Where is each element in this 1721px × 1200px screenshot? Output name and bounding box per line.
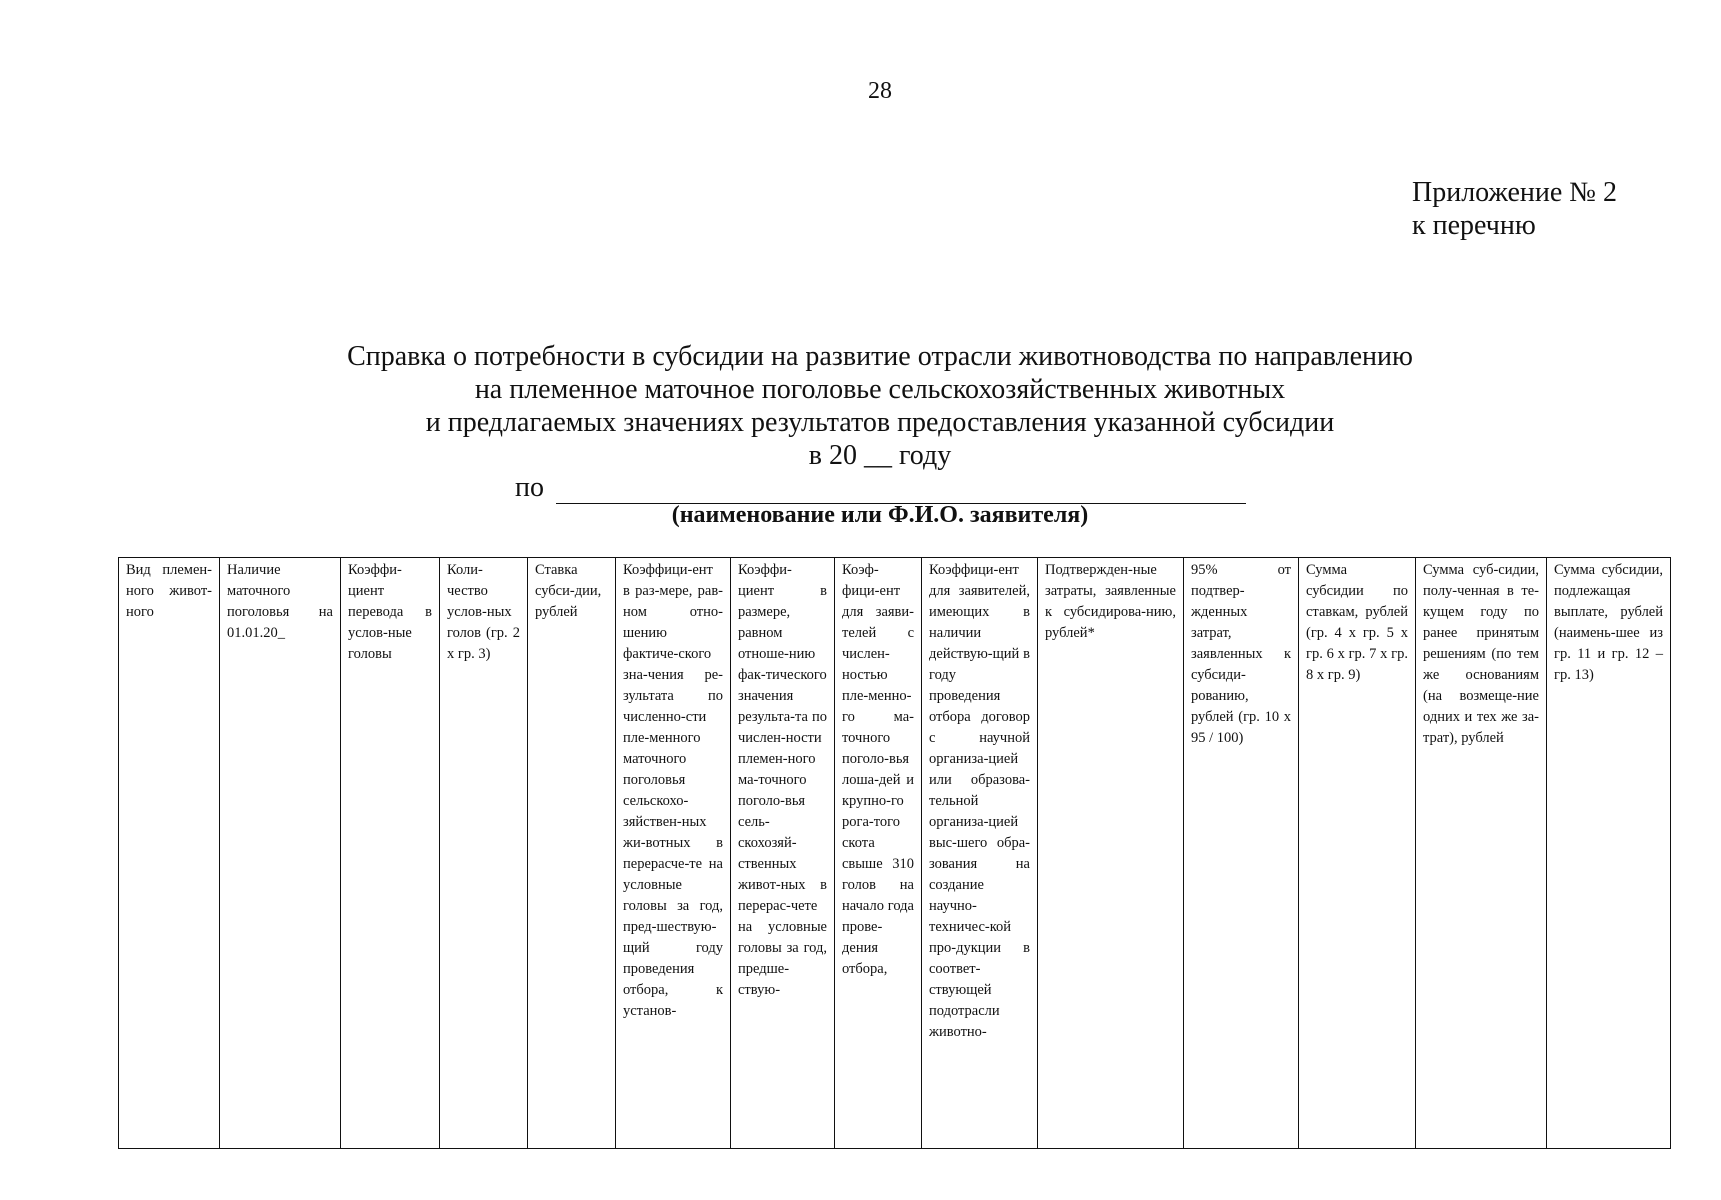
applicant-caption: (наименование или Ф.И.О. заявителя) [671, 502, 1089, 528]
column-header: Коэффици-ент для заявителей, имеющих в наличии действую-щий в году проведения отбора договор с научной организа-цией или образова-тельной организа-цией выс-шего обра-зования на создание научно-техничес-кой про-дукции в соответ-ствующей подотрасли животно- [922, 558, 1038, 1149]
column-header: Вид племен-ного живот-ного [119, 558, 220, 1149]
column-header: Сумма субсидии по ставкам, рублей (гр. 4 x гр. 5 x гр. 6 x гр. 7 x гр. 8 x гр. 9) [1299, 558, 1416, 1149]
applicant-name-blank [556, 477, 1246, 504]
column-header: Коэффи-циент перевода в услов-ные головы [341, 558, 440, 1149]
title-line-2: на племенное маточное поголовье сельскохозяйственных животных [474, 374, 1286, 405]
applicant-line [515, 472, 1246, 504]
column-header: Подтвержден-ные затраты, заявленные к субсидирова-нию, рублей* [1038, 558, 1184, 1149]
po-label: по [515, 472, 544, 503]
column-header: Сумма суб-сидии, полу-ченная в те-кущем году по ранее принятым решениям (по тем же основаниям (на возмеще-ние одних и тех же за-трат), рублей [1416, 558, 1547, 1149]
appendix-reference [1412, 176, 1617, 242]
column-header: 95% от подтвер-жденных затрат, заявленных к субсиди-рованию, рублей (гр. 10 x 95 / 100) [1184, 558, 1299, 1149]
column-header: Коли-чество услов-ных голов (гр. 2 x гр. 3) [440, 558, 528, 1149]
title-line-1: Справка о потребности в субсидии на развитие отрасли животноводства по направлению [347, 341, 1413, 372]
column-header: Ставка субси-дии, рублей [528, 558, 616, 1149]
page-number: 28 [868, 78, 892, 104]
appendix-line-2: к перечню [1412, 210, 1536, 241]
column-header: Коэф-фици-ент для заяви-телей с числен-ностью пле-менно-го ма-точного поголо-вья лоша-дей и крупно-го рога-того скота свыше 310 голов на начало года прове-дения отбора, [835, 558, 922, 1149]
subsidy-table [118, 557, 1671, 1149]
column-header: Коэффи-циент в размере, равном отноше-нию фак-тического значения результа-та по числен-ности племен-ного ма-точного поголо-вья сель-скохозяй-ственных живот-ных в перерас-чете на условные головы за год, предше-ствую- [731, 558, 835, 1149]
table-header-row [119, 558, 1671, 1149]
column-header: Коэффици-ент в раз-мере, рав-ном отно-шению фактиче-ского зна-чения ре-зультата по численно-сти пле-менного маточного поголовья сельскохо-зяйствен-ных жи-вотных в перерасче-те на условные головы за год, пред-шествую-щий году проведения отбора, к установ- [616, 558, 731, 1149]
column-header: Наличие маточного поголовья на 01.01.20_ [220, 558, 341, 1149]
title-line-3: и предлагаемых значениях результатов предоставления указанной субсидии [425, 407, 1335, 438]
appendix-line-1: Приложение № 2 [1412, 177, 1617, 208]
document-title [0, 340, 1721, 472]
title-line-4: в 20 __ году [808, 440, 952, 471]
column-header: Сумма субсидии, подлежащая выплате, рублей (наимень-шее из гр. 11 и гр. 12 – гр. 13) [1547, 558, 1671, 1149]
